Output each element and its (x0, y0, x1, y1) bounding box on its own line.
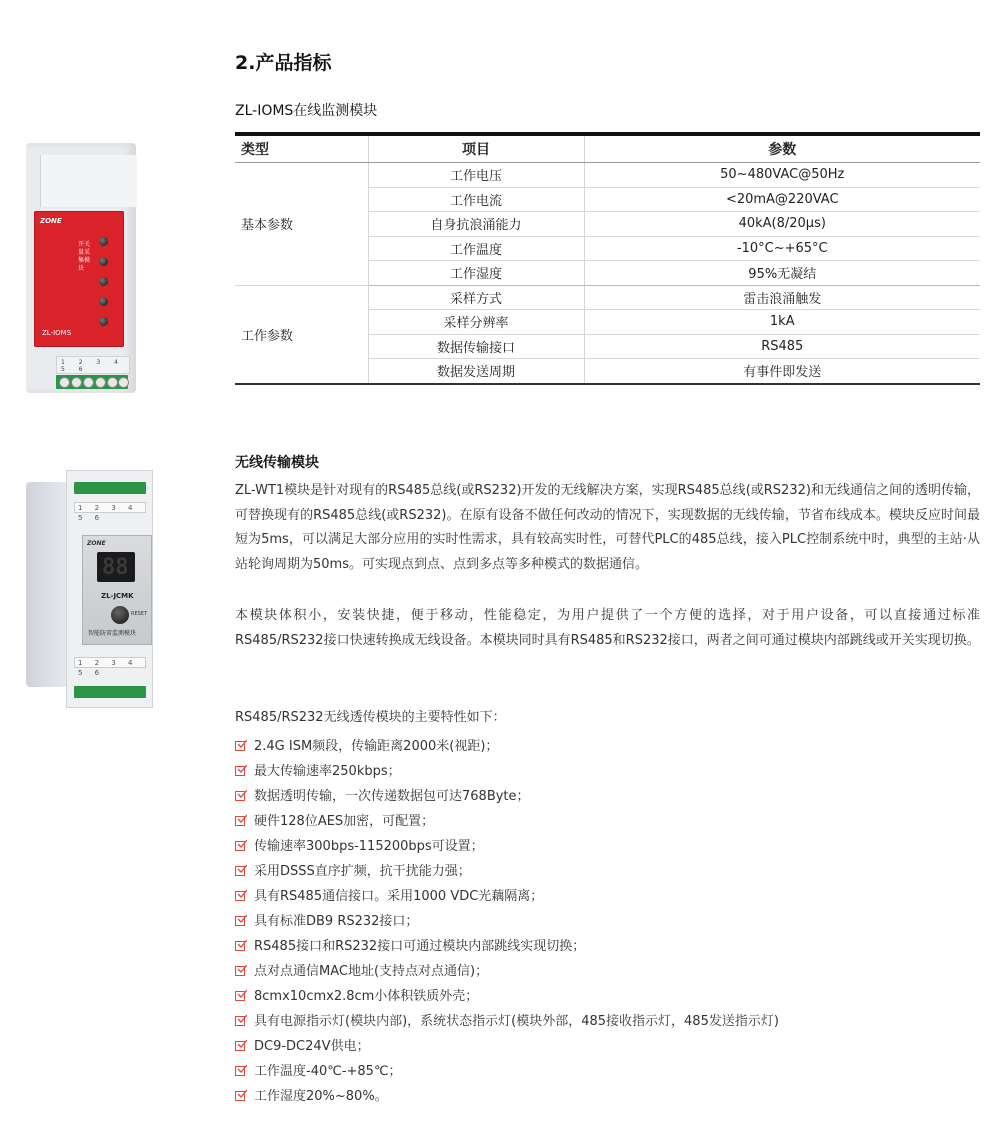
feature-text: 点对点通信MAC地址(支持点对点通信)； (254, 964, 489, 979)
device-model: ZL-IOMS (42, 329, 72, 337)
reset-button-icon (111, 606, 129, 624)
row-item: 工作电流 (368, 187, 584, 212)
terminal-block-bottom (74, 686, 146, 698)
screw-icon (118, 377, 129, 388)
screw-icon (95, 377, 106, 388)
device-vertical-label: 开关量采集模块 (78, 241, 91, 272)
display-digits: 88 (102, 555, 129, 580)
header-param: 参数 (584, 134, 980, 163)
led-indicator-icon (99, 237, 108, 246)
terminal-block (56, 375, 128, 389)
checkbox-icon (235, 841, 245, 851)
module1-title: ZL-IOMS在线监测模块 (235, 103, 378, 119)
feature-text: 工作湿度20%~80%。 (254, 1089, 388, 1104)
list-item (235, 809, 779, 834)
feature-text: 传输速率300bps-115200bps可设置； (254, 839, 484, 854)
module2-title: 无线传输模块 (235, 455, 319, 471)
row-value: 40kA(8/20μs) (584, 212, 980, 237)
checkbox-icon (235, 791, 245, 801)
feature-list (235, 734, 779, 1109)
spec-table (235, 132, 980, 385)
screw-icon (71, 377, 82, 388)
feature-text: 采用DSSS直序扩频，抗干扰能力强； (254, 864, 471, 879)
feature-text: 8cmx10cmx2.8cm小体积铁质外壳； (254, 989, 479, 1004)
reset-label: RESET (131, 611, 148, 617)
seven-segment-display (97, 552, 135, 582)
screw-icon (83, 377, 94, 388)
terminal-label-strip (56, 356, 130, 374)
list-item (235, 934, 779, 959)
section-title: 2.产品指标 (235, 52, 332, 74)
checkbox-icon (235, 741, 245, 751)
list-item (235, 1034, 779, 1059)
device-brand: ZONE (40, 217, 62, 225)
row-value: 雷击浪涌触发 (584, 285, 980, 310)
checkbox-icon (235, 816, 245, 826)
list-item (235, 984, 779, 1009)
terminal-block-top (74, 482, 146, 494)
feature-text: 2.4G ISM频段，传输距离2000米(视距)； (254, 739, 499, 754)
ioms-device-image (26, 143, 136, 393)
row-value: 有事件即发送 (584, 359, 980, 384)
row-item: 数据传输接口 (368, 334, 584, 359)
list-item (235, 759, 779, 784)
list-item (235, 859, 779, 884)
device-model: ZL-JCMK (101, 592, 134, 600)
row-value: <20mA@220VAC (584, 187, 980, 212)
checkbox-icon (235, 1091, 245, 1101)
checkbox-icon (235, 891, 245, 901)
checkbox-icon (235, 1016, 245, 1026)
terminal-numbers-bottom: 1 2 3 4 5 6 (74, 657, 146, 668)
table-row (235, 285, 980, 310)
features-intro: RS485/RS232无线透传模块的主要特性如下： (235, 710, 506, 725)
feature-text: 具有RS485通信接口。采用1000 VDC光藕隔离； (254, 889, 544, 904)
screw-icon (59, 377, 70, 388)
feature-text: RS485接口和RS232接口可通过模块内部跳线实现切换； (254, 939, 586, 954)
row-value: -10°C~+65°C (584, 236, 980, 261)
device-side-housing (26, 482, 66, 687)
feature-text: 硬件128位AES加密，可配置； (254, 814, 435, 829)
header-item: 项目 (368, 134, 584, 163)
spec-table-header (235, 134, 980, 163)
device-red-panel (34, 211, 124, 347)
feature-text: 工作温度-40℃-+85℃； (254, 1064, 402, 1079)
feature-text: 具有标准DB9 RS232接口； (254, 914, 419, 929)
checkbox-icon (235, 991, 245, 1001)
checkbox-icon (235, 916, 245, 926)
category-basic: 基本参数 (235, 163, 368, 286)
list-item (235, 1059, 779, 1084)
row-item: 工作温度 (368, 236, 584, 261)
header-type: 类型 (235, 134, 368, 163)
checkbox-icon (235, 966, 245, 976)
category-work: 工作参数 (235, 285, 368, 384)
checkbox-icon (235, 1066, 245, 1076)
row-item: 采样分辨率 (368, 310, 584, 335)
screw-icon (107, 377, 118, 388)
list-item (235, 1009, 779, 1034)
feature-text: 最大传输速率250kbps； (254, 764, 401, 779)
checkbox-icon (235, 941, 245, 951)
checkbox-icon (235, 766, 245, 776)
list-item (235, 784, 779, 809)
device-brand: ZONE (87, 540, 106, 547)
row-item: 数据发送周期 (368, 359, 584, 384)
row-item: 工作湿度 (368, 261, 584, 286)
row-item: 自身抗浪涌能力 (368, 212, 584, 237)
checkbox-icon (235, 1041, 245, 1051)
feature-text: 数据透明传输，一次传递数据包可达768Byte； (254, 789, 530, 804)
module2-paragraph-1: ZL-WT1模块是针对现有的RS485总线(或RS232)开发的无线解决方案，实现RS485总线(或RS232)和无线通信之间的透明传输，可替换现有的RS485总线(或RS232)。在原有设备不做任何改动的情况下，实现数据的无线传输，节省布线成本。模块反应时间最短为5ms，可以满足大部分应用的实时性需求，具有较高实时性，可替代PLC的485总线，接入PLC控制系统中时，典型的主站·从站轮询周期为50ms。可实现点到点、点到多点等多种模式的数据通信。 (235, 483, 980, 572)
table-row (235, 163, 980, 188)
list-item (235, 884, 779, 909)
device-caption: 智能防雷监测模块 (88, 630, 137, 637)
row-item: 工作电压 (368, 163, 584, 188)
checkbox-icon (235, 866, 245, 876)
list-item (235, 909, 779, 934)
row-value: RS485 (584, 334, 980, 359)
feature-text: DC9-DC24V供电； (254, 1039, 370, 1054)
led-indicator-icon (99, 277, 108, 286)
list-item (235, 834, 779, 859)
led-indicator-icon (99, 297, 108, 306)
row-value: 95%无凝结 (584, 261, 980, 286)
list-item (235, 734, 779, 759)
row-value: 50~480VAC@50Hz (584, 163, 980, 188)
led-indicator-icon (99, 317, 108, 326)
list-item (235, 959, 779, 984)
row-value: 1kA (584, 310, 980, 335)
module2-paragraph-2: 本模块体积小，安装快捷，便于移动，性能稳定，为用户提供了一个方便的选择，对于用户设备，可以直接通过标准RS485/RS232接口快速转换成无线设备。本模块同时具有RS485和RS232接口，两者之间可通过模块内部跳线或开关实现切换。 (235, 608, 980, 648)
list-item (235, 1084, 779, 1109)
terminal-numbers-top: 1 2 3 4 5 6 (74, 502, 146, 513)
feature-text: 具有电源指示灯(模块内部)，系统状态指示灯(模块外部，485接收指示灯，485发送指示灯) (254, 1014, 779, 1029)
led-indicator-icon (99, 257, 108, 266)
terminal-numbers: 1 2 3 4 5 6 (61, 359, 124, 373)
device-top-cover (40, 155, 137, 207)
row-item: 采样方式 (368, 285, 584, 310)
device-front-face (82, 535, 152, 645)
